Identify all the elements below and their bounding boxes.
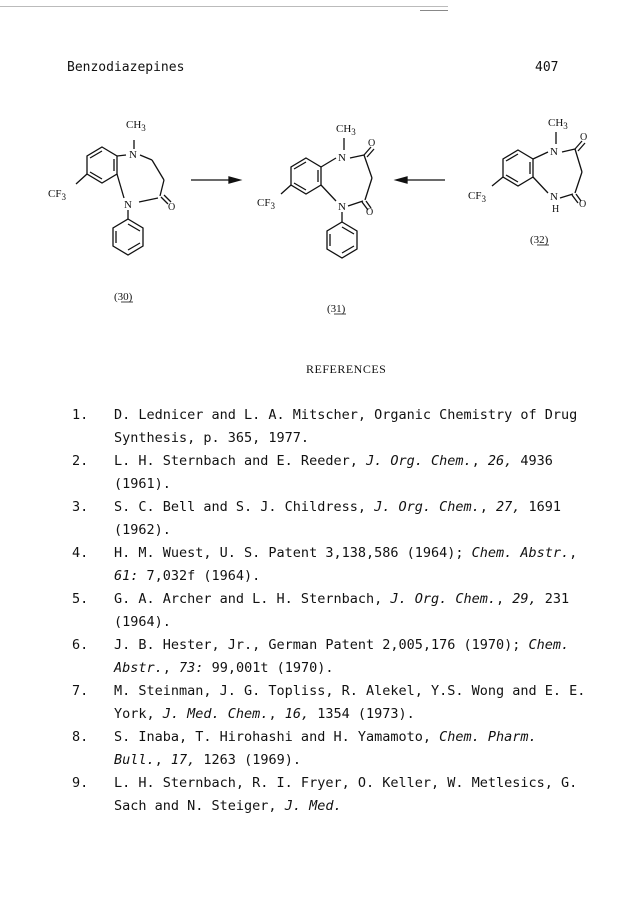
citation-text: , bbox=[471, 453, 488, 469]
citation-text: 99,001t (1970). bbox=[203, 660, 334, 676]
citation-text: D. Lednicer and L. A. Mitscher, Organic Chemistry of Drug Synthesis, p. 365, 1977. bbox=[114, 407, 578, 446]
cf3-label-30: $CF_3$ bbox=[48, 188, 66, 202]
citation-text: S. Inaba, T. Hirohashi and H. Yamamoto, bbox=[114, 729, 440, 745]
reference-number: 4. bbox=[72, 545, 89, 561]
reference-item bbox=[72, 680, 592, 726]
reference-item bbox=[72, 542, 592, 588]
reference-number: 6. bbox=[72, 637, 89, 653]
citation-text: 1691 (1962). bbox=[114, 499, 562, 538]
o-label-31b: O bbox=[366, 207, 374, 218]
citation-text: , bbox=[479, 499, 497, 515]
reaction-scheme bbox=[0, 100, 639, 325]
citation-text: , bbox=[569, 545, 578, 561]
reference-number: 7. bbox=[72, 683, 89, 699]
citation-text: 231 (1964). bbox=[114, 591, 570, 630]
reference-number: 3. bbox=[72, 499, 89, 515]
running-title: Benzodiazepines bbox=[67, 60, 185, 75]
o-label-31a: O bbox=[368, 138, 376, 149]
o-label-32b: O bbox=[579, 199, 587, 210]
references-heading: REFERENCES bbox=[306, 362, 387, 376]
reference-number: 8. bbox=[72, 729, 89, 745]
reference-item bbox=[72, 726, 592, 772]
o-label-30: O bbox=[168, 202, 176, 213]
page-number: 407 bbox=[535, 60, 559, 75]
citation-text: S. C. Bell and S. J. Childress, bbox=[114, 499, 375, 515]
citation-text: L. H. Sternbach, R. I. Fryer, O. Keller, W. Metlesics, G. Sach and N. Steiger, bbox=[114, 775, 578, 814]
citation-italic: 26, bbox=[487, 453, 513, 469]
compound-30-structure bbox=[76, 140, 171, 255]
ch3-label-32: $CH_3$ bbox=[548, 117, 568, 131]
compound-32-structure bbox=[492, 132, 588, 203]
reference-number: 1. bbox=[72, 407, 89, 423]
top-rule bbox=[0, 6, 448, 7]
citation-italic: Chem. Pharm. Bull. bbox=[114, 729, 537, 768]
n-label-32b: N bbox=[550, 191, 558, 203]
citation-italic: 73: bbox=[179, 660, 204, 676]
citation-italic: J. Med. bbox=[284, 798, 342, 814]
citation-text: M. Steinman, J. G. Topliss, R. Alekel, Y.S. Wong and E. E. York, bbox=[114, 683, 586, 722]
citation-text: 7,032f (1964). bbox=[138, 568, 261, 584]
n-label-31a: N bbox=[338, 152, 346, 164]
n-label-31b: N bbox=[338, 201, 346, 213]
ch3-label-31: $CH_3$ bbox=[336, 123, 356, 137]
n-label-32a: N bbox=[550, 146, 558, 158]
citation-text: L. H. Sternbach and E. Reeder, bbox=[114, 453, 366, 469]
reference-item bbox=[72, 496, 592, 542]
reference-number: 9. bbox=[72, 775, 89, 791]
compound-31-structure bbox=[281, 138, 374, 258]
citation-text: , bbox=[496, 591, 513, 607]
citation-text: 1263 (1969). bbox=[195, 752, 301, 768]
references-list bbox=[72, 404, 592, 818]
ch3-label-30: $CH_3$ bbox=[126, 119, 146, 133]
top-rule-accent bbox=[420, 10, 448, 11]
citation-italic: Chem. Abstr. bbox=[471, 545, 570, 561]
citation-italic: 16, bbox=[284, 706, 310, 722]
cf3-label-32: $CF_3$ bbox=[468, 190, 486, 204]
citation-italic: J. Org. Chem. bbox=[390, 591, 497, 607]
n-label-30b: N bbox=[124, 199, 132, 211]
reference-item bbox=[72, 588, 592, 634]
reference-item bbox=[72, 634, 592, 680]
citation-italic: 27, bbox=[496, 499, 521, 515]
citation-text: J. B. Hester, Jr., German Patent 2,005,176 (1970); bbox=[114, 637, 529, 653]
reference-number: 5. bbox=[72, 591, 89, 607]
citation-italic: 17, bbox=[170, 752, 196, 768]
citation-italic: J. Med. Chem. bbox=[162, 706, 269, 722]
citation-text: , bbox=[268, 706, 285, 722]
reference-item bbox=[72, 404, 592, 450]
citation-italic: 29, bbox=[512, 591, 537, 607]
compound-30-label: (30) bbox=[114, 291, 133, 303]
citation-text: , bbox=[154, 752, 171, 768]
n-label-30a: N bbox=[129, 149, 137, 161]
citation-italic: Chem. Abstr. bbox=[114, 637, 570, 676]
citation-italic: J. Org. Chem. bbox=[374, 499, 480, 515]
compound-31-label: (31) bbox=[327, 303, 346, 315]
reference-item bbox=[72, 772, 592, 818]
citation-text: 4936 (1961). bbox=[114, 453, 553, 492]
citation-italic: 61: bbox=[114, 568, 139, 584]
citation-text: G. A. Archer and L. H. Sternbach, bbox=[114, 591, 391, 607]
citation-text: 1354 (1973). bbox=[309, 706, 415, 722]
h-label-32: H bbox=[552, 204, 560, 215]
citation-italic: J. Org. Chem. bbox=[365, 453, 472, 469]
citation-text: , bbox=[162, 660, 180, 676]
cf3-label-31: $CF_3$ bbox=[257, 197, 275, 211]
reference-item bbox=[72, 450, 592, 496]
compound-32-label: (32) bbox=[530, 234, 549, 246]
citation-text: H. M. Wuest, U. S. Patent 3,138,586 (1964); bbox=[114, 545, 472, 561]
o-label-32a: O bbox=[580, 132, 588, 143]
reference-number: 2. bbox=[72, 453, 89, 469]
